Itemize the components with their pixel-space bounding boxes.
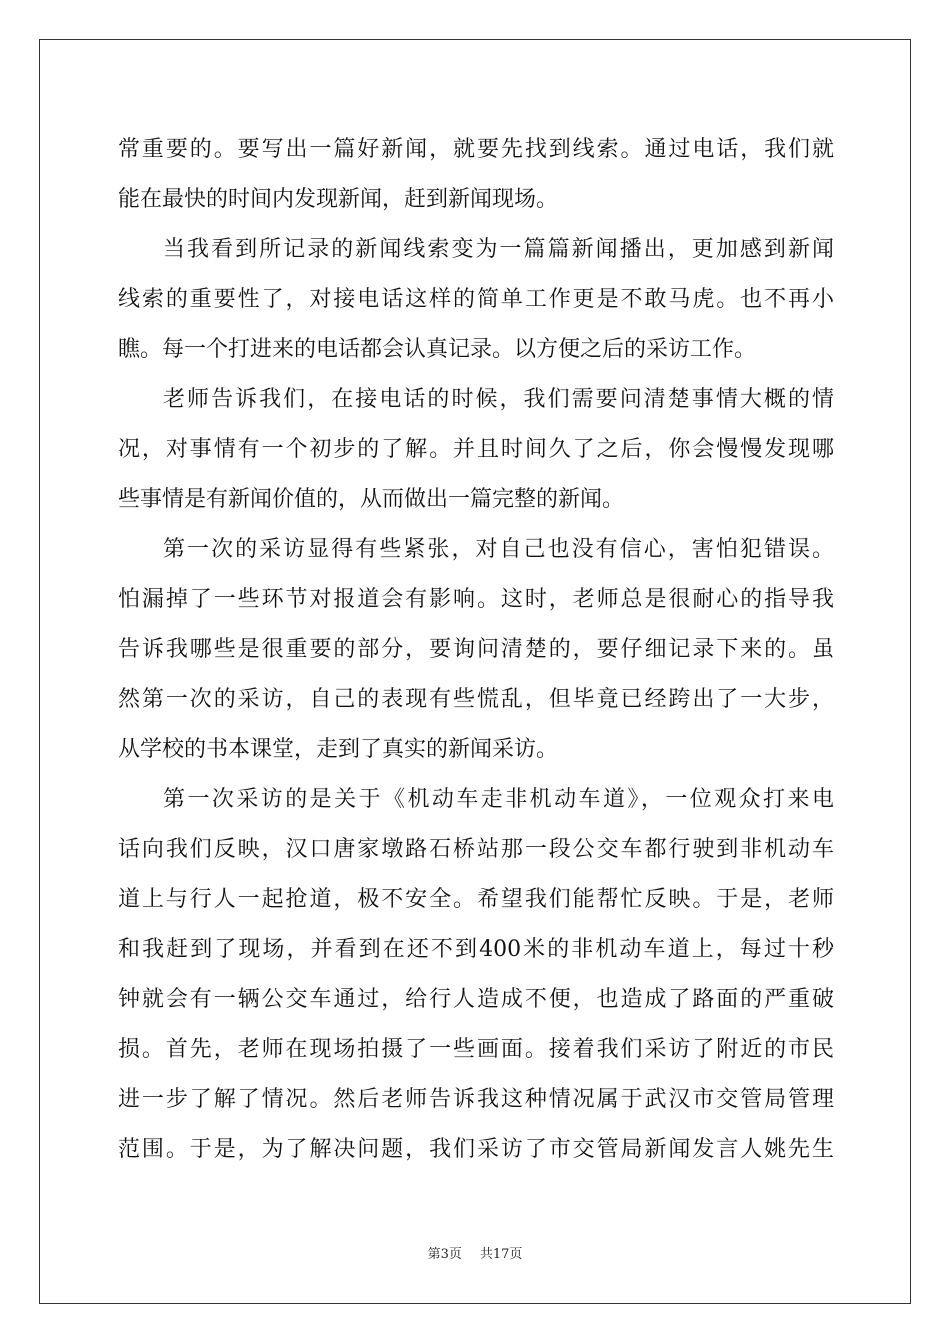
text-line: 些事情是有新闻价值的，从而做出一篇完整的新闻。 — [118, 487, 625, 512]
text-line: 第一次的采访显得有些紧张，对自己也没有信心，害怕犯错误。 — [163, 537, 834, 562]
text-line: 话向我们反映，汉口唐家墩路石桥站那一段公交车都行驶到非机动车 — [118, 837, 834, 862]
page-footer — [0, 1246, 950, 1264]
page-number: 第3页 — [427, 1247, 462, 1262]
text-line: 道上与行人一起抢道，极不安全。希望我们能帮忙反映。于是，老师 — [118, 887, 834, 912]
text-line: 怕漏掉了一些环节对报道会有影响。这时，老师总是很耐心的指导我 — [118, 587, 834, 612]
text-line: 第一次采访的是关于《机动车走非机动车道》，一位观众打来电 — [163, 787, 834, 812]
page-total: 共17页 — [479, 1247, 523, 1262]
text-line: 常重要的。要写出一篇好新闻，就要先找到线索。通过电话，我们就 — [118, 137, 834, 162]
text-line: 当我看到所记录的新闻线索变为一篇篇新闻播出，更加感到新闻 — [163, 237, 834, 262]
text-line: 从学校的书本课堂，走到了真实的新闻采访。 — [118, 737, 559, 762]
text-line: 况，对事情有一个初步的了解。并且时间久了之后，你会慢慢发现哪 — [118, 437, 834, 462]
text-line: 能在最快的时间内发现新闻，赶到新闻现场。 — [118, 187, 559, 212]
text-line: 瞧。每一个打进来的电话都会认真记录。以方便之后的采访工作。 — [118, 337, 757, 362]
text-line: 然第一次的采访，自己的表现有些慌乱，但毕竟已经跨出了一大步， — [118, 687, 834, 712]
text-line: 范围。于是，为了解决问题，我们采访了市交管局新闻发言人姚先生 — [118, 1137, 834, 1162]
text-line: 老师告诉我们，在接电话的时候，我们需要问清楚事情大概的情 — [163, 387, 834, 412]
text-line: 和我赶到了现场，并看到在还不到400米的非机动车道上，每过十秒 — [118, 937, 834, 962]
text-line: 告诉我哪些是很重要的部分，要询问清楚的，要仔细记录下来的。虽 — [118, 637, 834, 662]
text-line: 损。首先，老师在现场拍摄了一些画面。接着我们采访了附近的市民 — [118, 1037, 834, 1062]
text-line: 进一步了解了情况。然后老师告诉我这种情况属于武汉市交管局管理 — [118, 1087, 834, 1112]
text-line: 钟就会有一辆公交车通过，给行人造成不便，也造成了路面的严重破 — [118, 987, 834, 1012]
text-line: 线索的重要性了，对接电话这样的简单工作更是不敢马虎。也不再小 — [118, 287, 834, 312]
